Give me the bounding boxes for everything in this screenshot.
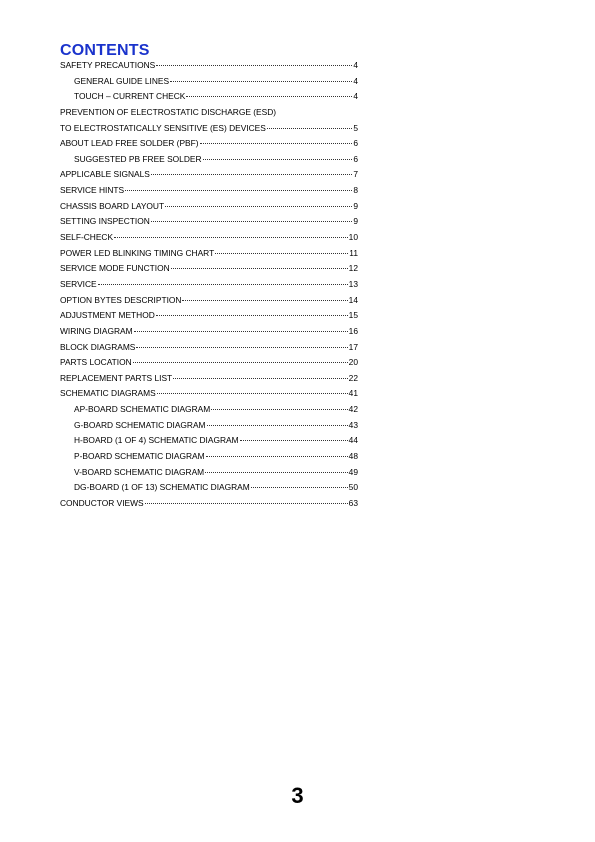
toc-entry-page: 6 <box>353 153 358 164</box>
toc-entry[interactable] <box>60 480 358 496</box>
dot-leader <box>215 253 348 254</box>
toc-entry-label: CHASSIS BOARD LAYOUT <box>60 200 165 211</box>
toc-entry-label: ADJUSTMENT METHOD <box>60 310 155 321</box>
toc-entry[interactable] <box>60 152 358 168</box>
dot-leader <box>207 425 348 426</box>
toc-entry-page: 7 <box>353 169 358 180</box>
toc-entry-page: 15 <box>348 310 358 321</box>
dot-leader <box>251 487 348 488</box>
toc-entry-page: 22 <box>348 372 358 383</box>
toc-entry[interactable] <box>60 136 358 152</box>
toc-entry[interactable] <box>60 402 358 418</box>
dot-leader <box>173 378 348 379</box>
toc-entry-page: 49 <box>348 466 358 477</box>
toc-entry-page: 42 <box>348 404 358 415</box>
toc-entry-page: 9 <box>353 200 358 211</box>
toc-entry[interactable] <box>60 105 358 121</box>
toc-entry-page: 10 <box>348 232 358 243</box>
toc-entry-label: WIRING DIAGRAM <box>60 325 133 336</box>
toc-entry-page: 6 <box>353 138 358 149</box>
dot-leader <box>267 128 352 129</box>
toc-entry[interactable] <box>60 386 358 402</box>
toc-entry-page: 9 <box>353 216 358 227</box>
dot-leader <box>145 503 348 504</box>
toc-entry-label: OPTION BYTES DESCRIPTION <box>60 294 182 305</box>
toc-entry-page: 14 <box>348 294 358 305</box>
dot-leader <box>165 206 352 207</box>
dot-leader <box>171 268 348 269</box>
toc-entry-label: ABOUT LEAD FREE SOLDER (PBF) <box>60 138 199 149</box>
toc-entry-page: 44 <box>348 435 358 446</box>
toc-entry[interactable] <box>60 183 358 199</box>
toc-entry[interactable] <box>60 199 358 215</box>
dot-leader <box>114 237 348 238</box>
toc-entry-page: 12 <box>348 263 358 274</box>
dot-leader <box>182 300 347 301</box>
toc-entry-label: G-BOARD SCHEMATIC DIAGRAM <box>74 419 206 430</box>
toc-entry[interactable] <box>60 246 358 262</box>
toc-entry-label: SERVICE <box>60 278 97 289</box>
toc-entry[interactable] <box>60 340 358 356</box>
dot-leader <box>151 174 352 175</box>
toc-entry-label: SUGGESTED PB FREE SOLDER <box>74 153 202 164</box>
toc-entry-page: 13 <box>348 278 358 289</box>
toc-entry[interactable] <box>60 308 358 324</box>
toc-entry-label: SELF-CHECK <box>60 232 114 243</box>
toc-entry[interactable] <box>60 433 358 449</box>
toc-entry[interactable] <box>60 121 358 137</box>
dot-leader <box>240 440 348 441</box>
toc-entry[interactable] <box>60 371 358 387</box>
dot-leader <box>133 362 348 363</box>
toc-entry[interactable] <box>60 89 358 105</box>
toc-entry-label: GENERAL GUIDE LINES <box>74 75 170 86</box>
toc-entry[interactable] <box>60 355 358 371</box>
dot-leader <box>211 409 347 410</box>
toc-entry[interactable] <box>60 496 358 512</box>
toc-entry[interactable] <box>60 58 358 74</box>
toc-entry-page: 5 <box>353 122 358 133</box>
dot-leader <box>134 331 348 332</box>
dot-leader <box>206 456 348 457</box>
toc-entry-label: PREVENTION OF ELECTROSTATIC DISCHARGE (ESD) <box>60 106 277 117</box>
toc-entry-label: SCHEMATIC DIAGRAMS <box>60 388 156 399</box>
toc-entry-label: REPLACEMENT PARTS LIST <box>60 372 173 383</box>
toc-entry[interactable] <box>60 261 358 277</box>
toc-entry-label: BLOCK DIAGRAMS <box>60 341 136 352</box>
toc-entry-page: 50 <box>348 482 358 493</box>
toc-entry-label: SERVICE HINTS <box>60 185 125 196</box>
toc-entry[interactable] <box>60 324 358 340</box>
toc-entry-page: 4 <box>353 91 358 102</box>
toc-entry-page: 43 <box>348 419 358 430</box>
toc-entry-page: 17 <box>348 341 358 352</box>
toc-entry[interactable] <box>60 74 358 90</box>
dot-leader <box>157 393 348 394</box>
toc-entry-label: H-BOARD (1 OF 4) SCHEMATIC DIAGRAM <box>74 435 239 446</box>
toc-entry-page: 16 <box>348 325 358 336</box>
toc-entry[interactable] <box>60 277 358 293</box>
page-title: CONTENTS <box>60 42 150 59</box>
toc-entry-label: AP-BOARD SCHEMATIC DIAGRAM <box>74 404 211 415</box>
toc-entry-page: 4 <box>353 60 358 70</box>
toc-entry-page: 8 <box>353 185 358 196</box>
toc-entry-page: 4 <box>353 75 358 86</box>
toc-entry-page: 41 <box>348 388 358 399</box>
toc-entry-label: P-BOARD SCHEMATIC DIAGRAM <box>74 451 205 462</box>
toc-entry[interactable] <box>60 293 358 309</box>
toc-entry[interactable] <box>60 465 358 481</box>
toc-entry-label: DG-BOARD (1 OF 13) SCHEMATIC DIAGRAM <box>74 482 250 493</box>
toc-entry-label: SAFETY PRECAUTIONS <box>60 60 156 70</box>
toc-entry[interactable] <box>60 167 358 183</box>
dot-leader <box>156 65 352 66</box>
toc-entry-page: 48 <box>348 451 358 462</box>
toc-entry-label: TO ELECTROSTATICALLY SENSITIVE (ES) DEVICES <box>60 122 266 133</box>
dot-leader <box>136 347 347 348</box>
toc-entry[interactable] <box>60 214 358 230</box>
dot-leader <box>186 96 352 97</box>
page-number: 3 <box>291 783 304 808</box>
dot-leader <box>151 221 353 222</box>
dot-leader <box>170 81 352 82</box>
toc-entry-label: CONDUCTOR VIEWS <box>60 497 144 508</box>
dot-leader <box>156 315 348 316</box>
toc-entry[interactable] <box>60 230 358 246</box>
toc-entry-page: 20 <box>348 357 358 368</box>
dot-leader <box>203 159 353 160</box>
toc-entry[interactable] <box>60 418 358 434</box>
toc-entry-label: APPLICABLE SIGNALS <box>60 169 150 180</box>
toc-entry-label: POWER LED BLINKING TIMING CHART <box>60 247 215 258</box>
toc-entry-page: 11 <box>349 247 358 258</box>
toc-entry-label: V-BOARD SCHEMATIC DIAGRAM <box>74 466 205 477</box>
dot-leader <box>205 472 348 473</box>
dot-leader <box>200 143 353 144</box>
toc-entry-label: TOUCH – CURRENT CHECK <box>74 91 186 102</box>
toc-entry-label: SERVICE MODE FUNCTION <box>60 263 170 274</box>
table-of-contents <box>60 58 358 512</box>
toc-entry[interactable] <box>60 449 358 465</box>
toc-entry-page: 63 <box>348 497 358 508</box>
dot-leader <box>98 284 348 285</box>
dot-leader <box>125 190 352 191</box>
toc-entry-label: SETTING INSPECTION <box>60 216 150 227</box>
toc-entry-label: PARTS LOCATION <box>60 357 132 368</box>
